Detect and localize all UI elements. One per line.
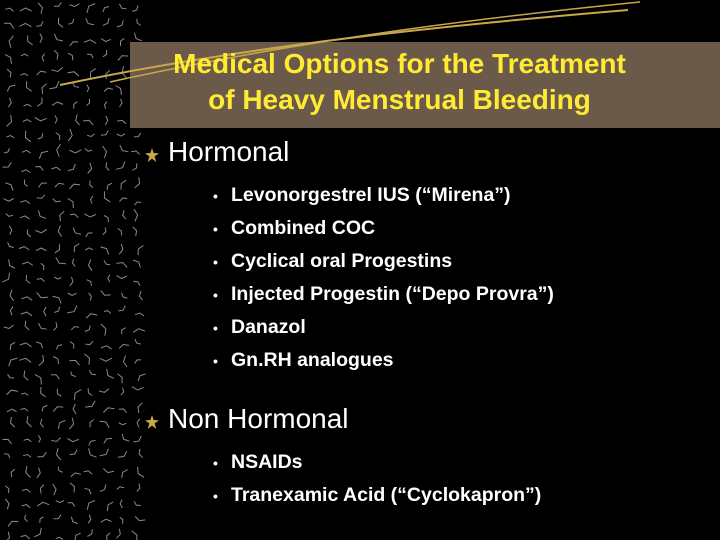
pattern-glyph bbox=[20, 343, 32, 347]
pattern-glyph bbox=[117, 487, 124, 490]
starburst-bullet-icon bbox=[145, 148, 159, 162]
pattern-glyph bbox=[118, 306, 125, 311]
list-item bbox=[213, 311, 554, 344]
pattern-glyph bbox=[9, 260, 15, 269]
pattern-glyph bbox=[131, 151, 139, 154]
pattern-glyph bbox=[21, 535, 30, 539]
pattern-glyph bbox=[135, 202, 142, 205]
pattern-glyph bbox=[119, 409, 127, 413]
pattern-glyph bbox=[101, 346, 112, 349]
pattern-glyph bbox=[39, 355, 44, 366]
pattern-glyph bbox=[135, 339, 141, 344]
pattern-glyph bbox=[57, 448, 61, 460]
pattern-glyph bbox=[25, 321, 29, 330]
pattern-glyph bbox=[118, 451, 127, 457]
pattern-glyph bbox=[89, 440, 96, 445]
pattern-glyph bbox=[24, 371, 28, 381]
pattern-glyph bbox=[103, 227, 106, 234]
item-bullet: • bbox=[213, 353, 218, 369]
pattern-glyph bbox=[107, 369, 114, 379]
pattern-glyph bbox=[135, 177, 140, 188]
pattern-glyph bbox=[38, 183, 47, 187]
pattern-glyph bbox=[23, 455, 31, 458]
item-bullet: • bbox=[213, 287, 218, 303]
pattern-glyph bbox=[51, 375, 60, 380]
pattern-glyph bbox=[138, 467, 145, 478]
pattern-glyph bbox=[4, 199, 14, 202]
pattern-glyph bbox=[116, 162, 125, 170]
list-item bbox=[213, 344, 554, 377]
pattern-glyph bbox=[137, 419, 140, 428]
pattern-glyph bbox=[89, 293, 92, 301]
pattern-glyph bbox=[34, 528, 41, 537]
pattern-glyph bbox=[133, 260, 140, 268]
pattern-glyph bbox=[107, 533, 111, 540]
pattern-glyph bbox=[135, 516, 145, 520]
pattern-glyph bbox=[54, 322, 57, 330]
item-bullet: • bbox=[213, 254, 218, 270]
pattern-glyph bbox=[37, 195, 45, 199]
pattern-glyph bbox=[27, 229, 31, 237]
pattern-glyph bbox=[104, 260, 110, 265]
pattern-glyph bbox=[54, 307, 60, 313]
pattern-glyph bbox=[20, 201, 30, 204]
pattern-glyph bbox=[87, 280, 92, 286]
pattern-glyph bbox=[88, 515, 91, 524]
pattern-glyph bbox=[22, 262, 33, 265]
pattern-glyph bbox=[53, 357, 58, 365]
pattern-glyph bbox=[41, 419, 44, 427]
pattern-glyph bbox=[86, 233, 93, 237]
pattern-glyph bbox=[26, 466, 31, 478]
pattern-glyph bbox=[37, 468, 41, 478]
pattern-glyph bbox=[120, 145, 129, 152]
pattern-glyph bbox=[107, 502, 113, 511]
pattern-glyph bbox=[9, 226, 12, 235]
pattern-glyph bbox=[71, 327, 79, 330]
pattern-glyph bbox=[85, 401, 95, 407]
pattern-glyph bbox=[35, 167, 43, 171]
pattern-glyph bbox=[89, 370, 96, 375]
pattern-glyph bbox=[54, 515, 62, 519]
pattern-glyph bbox=[122, 328, 126, 335]
pattern-glyph bbox=[51, 167, 60, 170]
pattern-glyph bbox=[104, 438, 112, 443]
pattern-glyph bbox=[37, 279, 45, 282]
pattern-glyph bbox=[39, 210, 46, 218]
pattern-glyph bbox=[86, 314, 97, 318]
pattern-glyph bbox=[38, 435, 40, 442]
pattern-glyph bbox=[101, 290, 111, 295]
pattern-glyph bbox=[21, 297, 32, 301]
list-item-text: Injected Progestin (“Depo Provra”) bbox=[231, 283, 554, 305]
item-bullet: • bbox=[213, 320, 218, 336]
non-hormonal-list bbox=[213, 446, 541, 512]
pattern-glyph bbox=[119, 423, 127, 425]
pattern-glyph bbox=[8, 374, 15, 378]
list-item-text: Levonorgestrel IUS (“Mirena”) bbox=[231, 184, 511, 206]
pattern-glyph bbox=[104, 311, 111, 314]
list-item-text: Combined COC bbox=[231, 217, 376, 239]
pattern-glyph bbox=[139, 449, 143, 458]
pattern-glyph bbox=[85, 214, 96, 217]
pattern-glyph bbox=[122, 470, 128, 478]
pattern-glyph bbox=[9, 358, 18, 366]
item-bullet: • bbox=[213, 455, 218, 471]
pattern-glyph bbox=[107, 183, 112, 190]
pattern-glyph bbox=[56, 345, 62, 350]
pattern-glyph bbox=[35, 374, 41, 384]
pattern-glyph bbox=[26, 275, 30, 283]
pattern-glyph bbox=[85, 488, 91, 494]
pattern-glyph bbox=[68, 438, 79, 441]
pattern-glyph bbox=[89, 448, 97, 457]
pattern-glyph bbox=[35, 229, 46, 233]
pattern-glyph bbox=[71, 473, 81, 477]
pattern-glyph bbox=[58, 225, 61, 236]
pattern-glyph bbox=[56, 257, 66, 263]
pattern-glyph bbox=[69, 418, 73, 429]
pattern-glyph bbox=[21, 408, 28, 411]
pattern-glyph bbox=[68, 164, 75, 171]
pattern-glyph bbox=[71, 372, 76, 377]
pattern-glyph bbox=[106, 162, 109, 170]
pattern-glyph bbox=[89, 259, 93, 270]
slide-title bbox=[132, 46, 667, 118]
hormonal-list bbox=[213, 179, 554, 377]
section-non-hormonal bbox=[145, 402, 541, 512]
pattern-glyph bbox=[4, 148, 9, 153]
pattern-glyph bbox=[133, 436, 141, 442]
pattern-glyph bbox=[122, 434, 129, 441]
pattern-glyph bbox=[11, 469, 15, 477]
pattern-glyph bbox=[88, 388, 92, 395]
pattern-glyph bbox=[2, 273, 9, 282]
starburst-bullet-icon bbox=[145, 415, 159, 429]
pattern-glyph bbox=[133, 227, 137, 236]
pattern-glyph bbox=[119, 344, 129, 348]
pattern-glyph bbox=[101, 324, 106, 336]
pattern-glyph bbox=[108, 275, 110, 283]
pattern-glyph bbox=[69, 150, 81, 153]
pattern-glyph bbox=[22, 489, 31, 492]
pattern-glyph bbox=[70, 277, 73, 286]
pattern-glyph bbox=[85, 326, 90, 332]
list-item-text: NSAIDs bbox=[231, 451, 303, 473]
pattern-glyph bbox=[99, 389, 109, 393]
pattern-glyph bbox=[90, 181, 93, 188]
pattern-glyph bbox=[70, 342, 74, 349]
pattern-glyph bbox=[137, 484, 140, 492]
list-item bbox=[213, 479, 541, 512]
pattern-glyph bbox=[36, 342, 43, 348]
pattern-glyph bbox=[134, 209, 138, 221]
pattern-glyph bbox=[100, 421, 110, 427]
pattern-glyph bbox=[117, 263, 128, 268]
pattern-glyph bbox=[58, 467, 63, 473]
pattern-glyph bbox=[72, 259, 75, 267]
title-line-1: Medical Options for the Treatment bbox=[173, 48, 626, 79]
pattern-glyph bbox=[121, 180, 126, 189]
pattern-glyph bbox=[53, 296, 62, 303]
pattern-glyph bbox=[73, 228, 81, 235]
list-item-text: Gn.RH analogues bbox=[231, 349, 394, 371]
pattern-glyph bbox=[104, 191, 110, 201]
pattern-glyph bbox=[53, 484, 56, 495]
pattern-glyph bbox=[85, 341, 93, 344]
pattern-glyph bbox=[36, 248, 46, 251]
pattern-glyph bbox=[19, 247, 29, 250]
pattern-glyph bbox=[70, 214, 78, 218]
pattern-glyph bbox=[100, 449, 109, 456]
pattern-glyph bbox=[70, 483, 74, 492]
pattern-glyph bbox=[132, 387, 144, 390]
pattern-glyph bbox=[90, 420, 94, 428]
pattern-glyph bbox=[57, 389, 61, 397]
pattern-glyph bbox=[132, 531, 137, 540]
pattern-glyph bbox=[85, 248, 93, 250]
pattern-glyph bbox=[101, 519, 112, 522]
pattern-glyph bbox=[10, 342, 15, 350]
pattern-glyph bbox=[117, 276, 128, 279]
pattern-glyph bbox=[5, 499, 9, 509]
pattern-glyph bbox=[55, 183, 64, 187]
pattern-glyph bbox=[42, 405, 47, 411]
pattern-glyph bbox=[119, 244, 123, 254]
pattern-glyph bbox=[24, 439, 32, 442]
pattern-glyph bbox=[84, 354, 89, 365]
pattern-glyph bbox=[40, 485, 44, 494]
item-bullet: • bbox=[213, 488, 218, 504]
pattern-glyph bbox=[100, 358, 112, 361]
pattern-glyph bbox=[4, 454, 10, 459]
pattern-glyph bbox=[122, 293, 128, 298]
pattern-glyph bbox=[53, 407, 63, 412]
pattern-glyph bbox=[58, 420, 65, 429]
pattern-glyph bbox=[73, 404, 76, 414]
pattern-glyph bbox=[135, 313, 144, 316]
section-heading: Hormonal bbox=[168, 136, 290, 167]
pattern-glyph bbox=[5, 532, 9, 540]
pattern-glyph bbox=[134, 501, 141, 505]
pattern-glyph bbox=[10, 307, 13, 316]
pattern-glyph bbox=[3, 439, 12, 443]
item-bullet: • bbox=[213, 188, 218, 204]
pattern-glyph bbox=[5, 486, 8, 493]
pattern-glyph bbox=[133, 329, 145, 333]
pattern-glyph bbox=[139, 291, 142, 300]
list-item-text: Danazol bbox=[231, 316, 306, 338]
pattern-glyph bbox=[88, 163, 92, 174]
pattern-glyph bbox=[70, 450, 78, 455]
pattern-glyph bbox=[6, 390, 18, 395]
pattern-glyph bbox=[37, 293, 48, 298]
pattern-glyph bbox=[103, 468, 114, 472]
pattern-glyph bbox=[87, 529, 92, 536]
pattern-glyph bbox=[56, 500, 64, 502]
pattern-glyph bbox=[118, 374, 123, 383]
pattern-glyph bbox=[133, 281, 140, 285]
pattern-glyph bbox=[71, 517, 78, 524]
pattern-glyph bbox=[27, 416, 32, 427]
pattern-glyph bbox=[22, 505, 31, 508]
pattern-glyph bbox=[41, 387, 46, 397]
pattern-glyph bbox=[84, 471, 92, 474]
pattern-glyph bbox=[120, 517, 123, 524]
pattern-glyph bbox=[24, 180, 27, 187]
pattern-glyph bbox=[103, 408, 114, 413]
pattern-glyph bbox=[51, 438, 60, 442]
pattern-glyph bbox=[37, 502, 49, 506]
pattern-glyph bbox=[118, 229, 122, 236]
pattern-glyph bbox=[40, 517, 44, 523]
pattern-glyph bbox=[70, 184, 81, 189]
pattern-glyph bbox=[68, 199, 74, 209]
pattern-glyph bbox=[21, 393, 28, 396]
pattern-glyph bbox=[75, 533, 81, 540]
pattern-glyph bbox=[91, 196, 93, 204]
pattern-glyph bbox=[69, 360, 79, 365]
list-item bbox=[213, 446, 541, 479]
pattern-glyph bbox=[7, 409, 17, 412]
pattern-glyph bbox=[104, 215, 109, 222]
pattern-glyph bbox=[121, 388, 124, 395]
list-item bbox=[213, 179, 554, 212]
pattern-glyph bbox=[135, 360, 141, 364]
list-item-text: Cyclical oral Progestins bbox=[231, 250, 453, 272]
pattern-glyph bbox=[39, 151, 48, 159]
pattern-glyph bbox=[74, 244, 79, 253]
pattern-glyph bbox=[100, 247, 108, 255]
pattern-glyph bbox=[6, 214, 14, 217]
pattern-glyph bbox=[138, 403, 143, 413]
pattern-glyph bbox=[138, 246, 143, 256]
pattern-glyph bbox=[54, 277, 61, 279]
pattern-glyph bbox=[57, 144, 61, 156]
pattern-glyph bbox=[39, 323, 47, 329]
pattern-glyph bbox=[68, 503, 75, 507]
pattern-glyph bbox=[116, 529, 120, 538]
list-item bbox=[213, 245, 554, 278]
pattern-glyph bbox=[25, 515, 28, 522]
pattern-glyph bbox=[85, 149, 92, 152]
pattern-glyph bbox=[120, 500, 122, 508]
list-item bbox=[213, 212, 554, 245]
pattern-glyph bbox=[20, 216, 30, 219]
pattern-glyph bbox=[123, 356, 127, 367]
pattern-glyph bbox=[10, 290, 14, 301]
title-line-2: of Heavy Menstrual Bleeding bbox=[208, 84, 591, 115]
pattern-glyph bbox=[68, 293, 77, 295]
pattern-glyph bbox=[56, 537, 63, 539]
pattern-glyph bbox=[3, 162, 12, 167]
pattern-glyph bbox=[53, 199, 61, 202]
pattern-glyph bbox=[44, 307, 46, 316]
pattern-glyph bbox=[4, 325, 14, 328]
pattern-glyph bbox=[38, 452, 47, 457]
pattern-glyph bbox=[41, 263, 44, 270]
pattern-glyph bbox=[100, 484, 106, 491]
pattern-glyph bbox=[19, 358, 31, 362]
pattern-glyph bbox=[60, 211, 64, 221]
pattern-glyph bbox=[87, 500, 95, 509]
pattern-glyph bbox=[55, 244, 60, 253]
list-item-text: Tranexamic Acid (“Cyclokapron”) bbox=[231, 484, 542, 506]
pattern-glyph bbox=[8, 521, 18, 526]
list-item bbox=[213, 278, 554, 311]
pattern-glyph bbox=[5, 183, 13, 191]
pattern-glyph bbox=[123, 210, 126, 219]
pattern-glyph bbox=[21, 312, 32, 316]
pattern-glyph bbox=[120, 198, 128, 201]
pattern-glyph bbox=[11, 417, 15, 427]
pattern-glyph bbox=[132, 163, 137, 170]
pattern-glyph bbox=[8, 242, 14, 247]
pattern-glyph bbox=[103, 146, 107, 158]
pattern-glyph bbox=[22, 150, 31, 153]
section-hormonal bbox=[145, 135, 554, 377]
item-bullet: • bbox=[213, 221, 218, 237]
section-heading: Non Hormonal bbox=[168, 403, 349, 434]
pattern-glyph bbox=[67, 306, 77, 313]
pattern-glyph bbox=[21, 170, 30, 173]
pattern-glyph bbox=[74, 390, 81, 400]
